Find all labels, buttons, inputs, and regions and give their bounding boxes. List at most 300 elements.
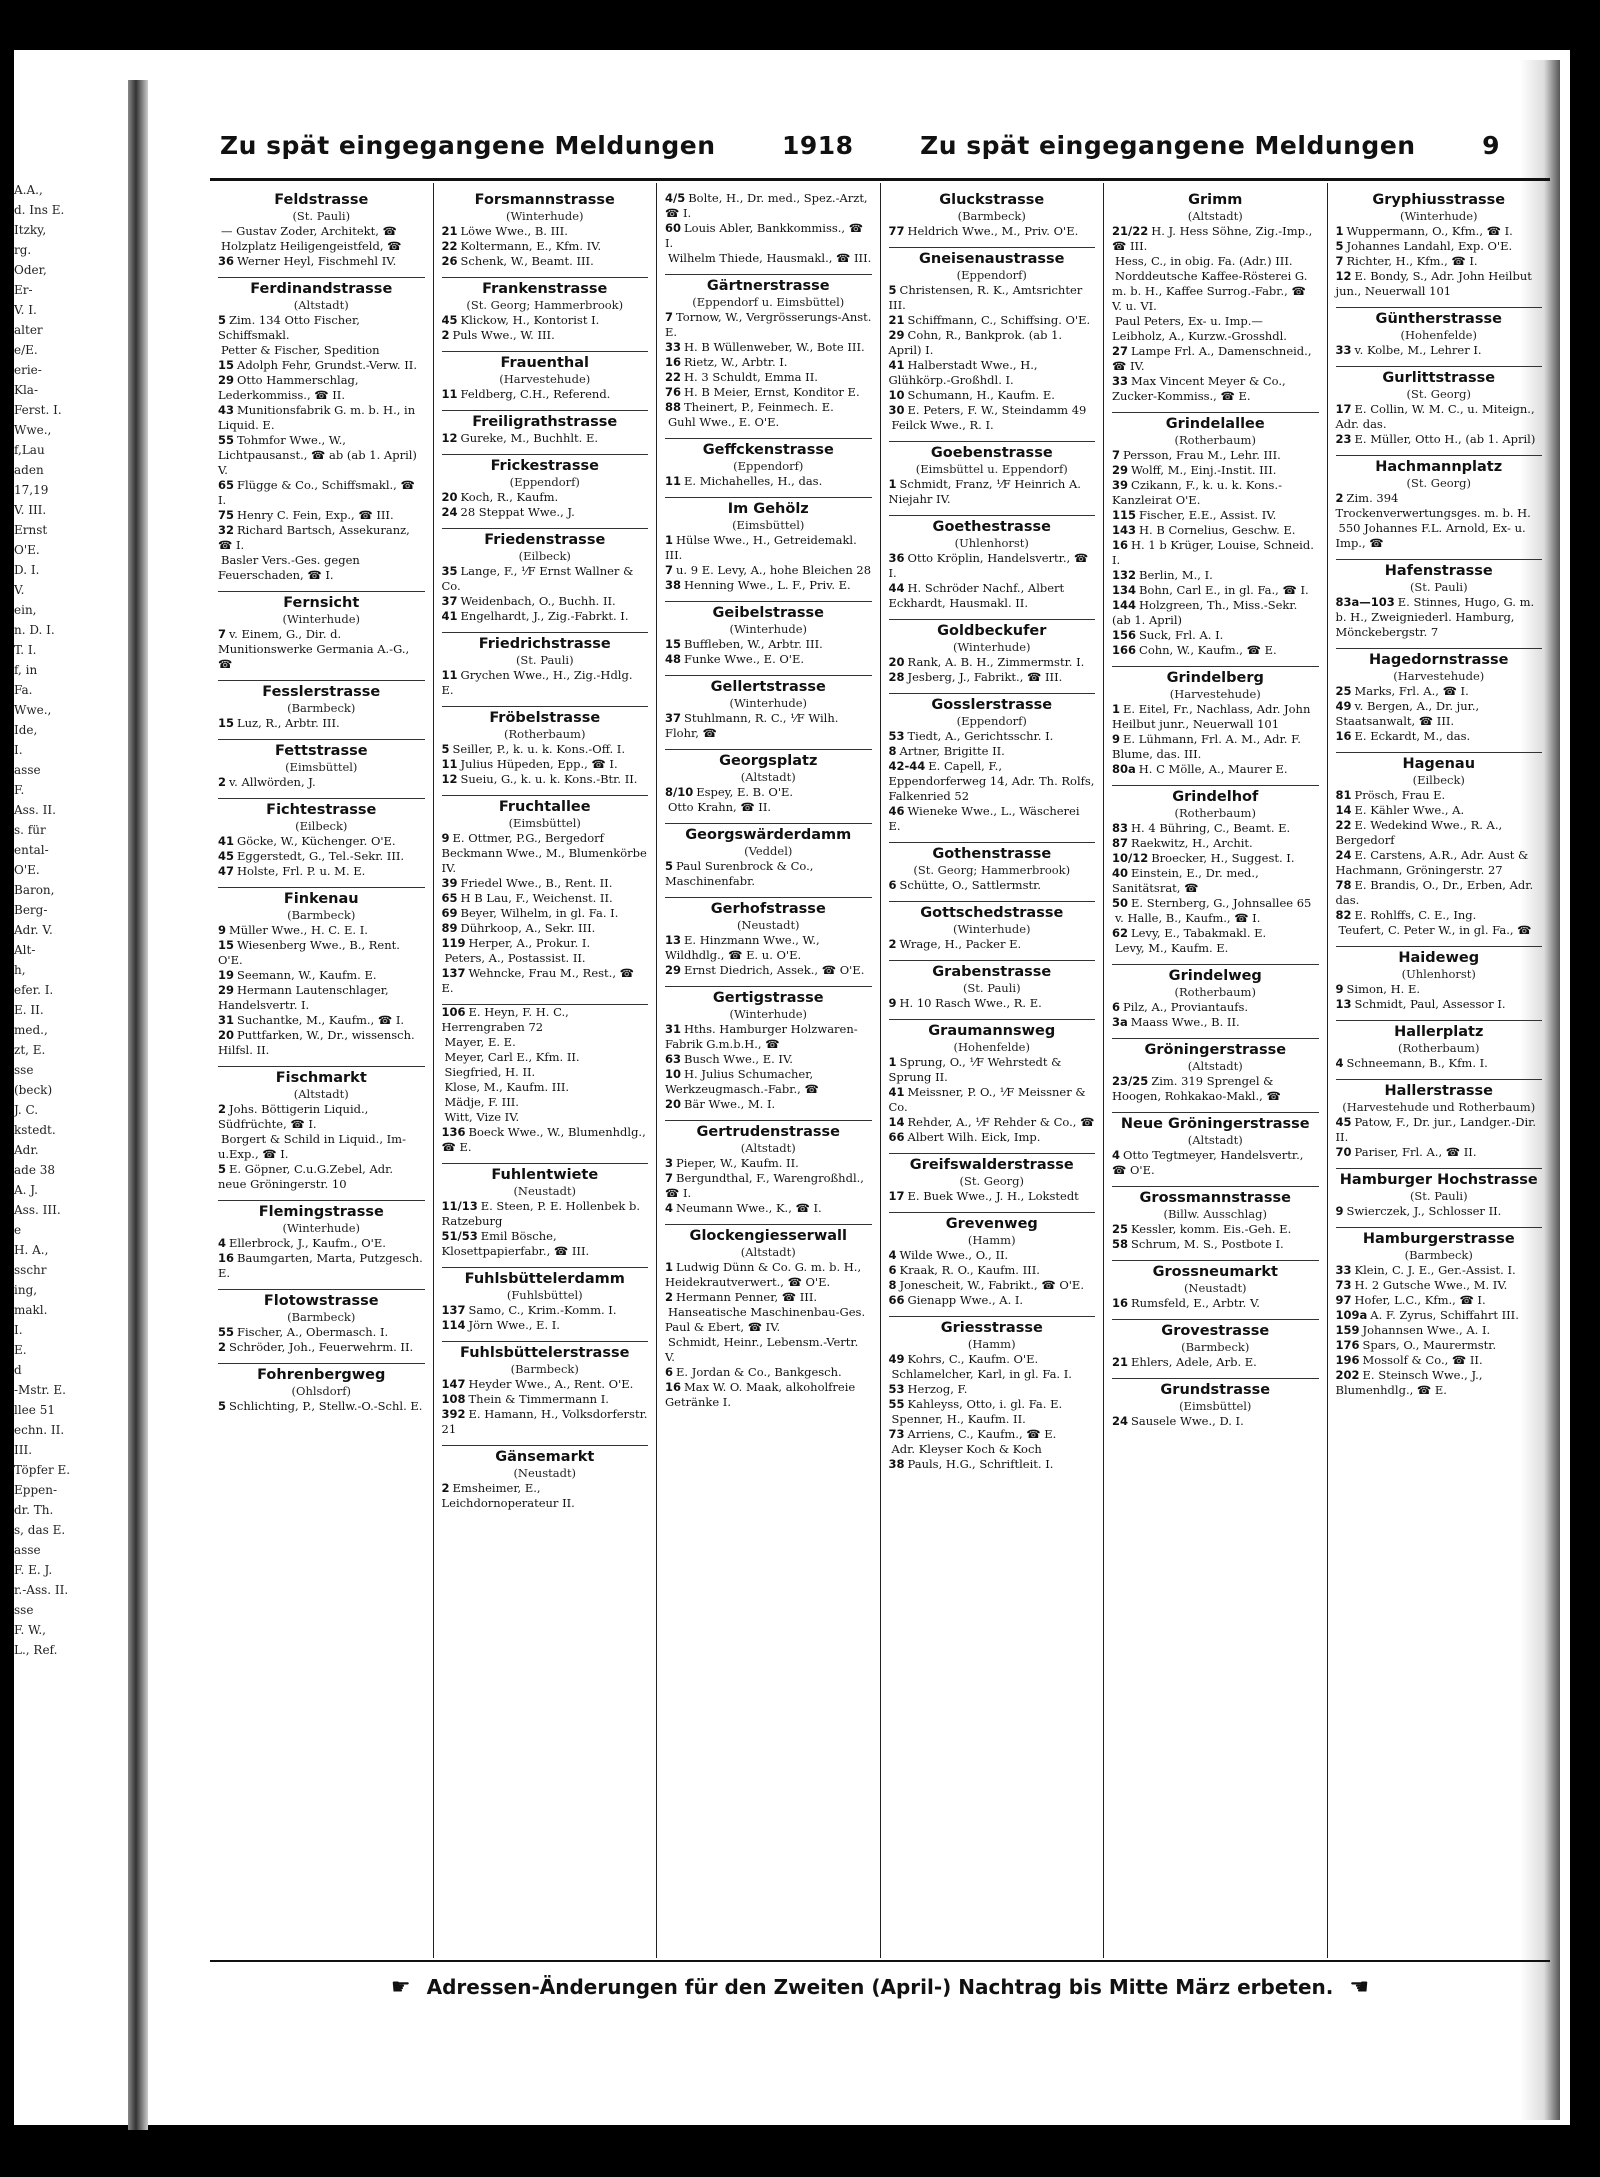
street-block — [665, 438, 872, 489]
street-block — [1112, 666, 1319, 777]
entry-text: Grychen Wwe., H., Zig.-Hdlg. E. — [441, 668, 633, 697]
directory-entry — [442, 1407, 649, 1437]
entry-text: Witt, Vize IV. — [444, 1110, 520, 1124]
house-number: 77 — [888, 224, 905, 238]
directory-entry — [1112, 344, 1319, 374]
entry-text: E. Sternberg, G., Johnsallee 65 — [1131, 896, 1312, 910]
previous-page-fragment: Ernst — [14, 523, 48, 537]
house-number: 2 — [665, 1290, 674, 1304]
directory-entry — [889, 388, 1096, 403]
entry-text: Meyer, Carl E., Kfm. II. — [444, 1050, 580, 1064]
directory-entry — [442, 224, 649, 239]
street-name: Glockengiesserwall — [689, 1228, 847, 1244]
street-block — [889, 842, 1096, 893]
directory-entry — [1336, 432, 1543, 447]
entry-text: Spars, O., Maurermstr. — [1362, 1338, 1497, 1352]
entry-text: Petter & Fischer, Spedition — [221, 343, 380, 357]
entry-text: E. Kähler Wwe., A. — [1354, 803, 1465, 817]
previous-page-fragment: T. I. — [14, 643, 37, 657]
directory-entry — [442, 505, 649, 520]
house-number: 11 — [441, 668, 458, 682]
street-district: (Hohenfelde) — [1400, 328, 1477, 342]
house-number: 32 — [218, 523, 235, 537]
directory-entry — [1336, 1368, 1543, 1398]
street-name: Gryphiusstrasse — [1372, 192, 1506, 208]
previous-page-fragment: Töpfer E. — [14, 1463, 71, 1477]
house-number: 55 — [888, 1397, 905, 1411]
street-block — [1112, 412, 1319, 658]
street-block — [442, 277, 649, 343]
directory-entry — [665, 1156, 872, 1171]
entry-text: Schenk, W., Beamt. III. — [460, 254, 594, 268]
directory-entry — [218, 523, 425, 553]
street-district: (Neustadt) — [736, 918, 800, 932]
directory-entry — [665, 370, 872, 385]
previous-page-fragment: h, — [14, 963, 26, 977]
street-block — [442, 1267, 649, 1333]
previous-page-fragment: Wwe., — [14, 703, 52, 717]
entry-text: E. Carstens, A.R., Adr. Aust & Hachmann, Gröningerstr. 27 — [1335, 848, 1529, 877]
house-number: 49 — [888, 1352, 905, 1366]
street-separator — [442, 528, 649, 529]
street-block — [889, 1153, 1096, 1204]
directory-entry — [889, 729, 1096, 744]
street-name: Fischmarkt — [275, 1070, 367, 1086]
street-district: (St. Pauli) — [292, 209, 351, 223]
entry-text: u. 9 E. Levy, A., hohe Bleichen 28 — [676, 563, 872, 577]
previous-page-fragment: Er- — [14, 283, 33, 297]
entry-text: Lange, F., ⅟F Ernst Wallner & Co. — [441, 564, 634, 593]
house-number: 10 — [888, 388, 905, 402]
previous-page-fragment: E. — [14, 1343, 27, 1357]
house-number: 5 — [1335, 239, 1344, 253]
house-number: 21/22 — [1112, 224, 1149, 238]
entry-text: Siegfried, H. II. — [444, 1065, 536, 1079]
directory-entry — [889, 1442, 1096, 1457]
entry-text: Artner, Brigitte II. — [899, 744, 1005, 758]
street-name: Gottschedstrasse — [920, 905, 1064, 921]
entry-text: Persson, Frau M., Lehr. III. — [1123, 448, 1281, 462]
entry-text: Henry C. Fein, Exp., ☎ III. — [237, 508, 394, 522]
entry-text: Emsheimer, E., Leichdornoperateur II. — [441, 1481, 575, 1510]
street-block — [665, 1120, 872, 1216]
directory-entry — [1112, 1237, 1319, 1252]
house-number: 25 — [1112, 1222, 1129, 1236]
directory-entry — [442, 490, 649, 505]
previous-page-fragment: E. II. — [14, 1003, 44, 1017]
house-number: 11 — [441, 757, 458, 771]
street-block — [665, 191, 872, 266]
street-name: Finkenau — [283, 891, 359, 907]
street-separator — [442, 1163, 649, 1164]
entry-text: Guhl Wwe., E. O'E. — [668, 415, 780, 429]
entry-text: Beyer, Wilhelm, in gl. Fa. I. — [460, 906, 619, 920]
house-number: 37 — [665, 711, 682, 725]
directory-entry — [889, 1397, 1096, 1412]
street-separator — [889, 693, 1096, 694]
entry-text: H. B Cornelius, Geschw. E. — [1139, 523, 1296, 537]
street-name: Grundstrasse — [1160, 1382, 1271, 1398]
house-number: 4 — [218, 1236, 227, 1250]
directory-entry — [1112, 224, 1319, 254]
street-separator — [889, 842, 1096, 843]
directory-entry — [889, 1412, 1096, 1427]
previous-page-fragment: kstedt. — [14, 1123, 56, 1137]
previous-page-fragment: echn. II. — [14, 1423, 65, 1437]
house-number: 22 — [1335, 818, 1352, 832]
street-block — [218, 191, 425, 269]
house-number: 202 — [1335, 1368, 1360, 1382]
previous-page-fragment: III. — [14, 1443, 33, 1457]
house-number: 7 — [1112, 448, 1121, 462]
previous-page-fragment: ing, — [14, 1283, 38, 1297]
entry-text: Simon, H. E. — [1346, 982, 1421, 996]
street-district: (St. Pauli) — [1409, 1189, 1468, 1203]
entry-text: Werner Heyl, Fischmehl IV. — [237, 254, 397, 268]
street-separator — [1112, 964, 1319, 965]
previous-page-fragment: Kla- — [14, 383, 39, 397]
entry-text: E. Eitel, Fr., Nachlass, Adr. John Heilbut junr., Neuerwall 101 — [1112, 702, 1311, 731]
house-number: 23 — [1335, 432, 1352, 446]
entry-text: Mädje, F. III. — [444, 1095, 519, 1109]
house-number: 15 — [218, 358, 235, 372]
directory-entry — [1112, 1074, 1319, 1104]
house-number: 33 — [1335, 343, 1352, 357]
street-block — [1112, 1378, 1319, 1429]
directory-entry — [889, 1263, 1096, 1278]
entry-text: Schlamelcher, Karl, in gl. Fa. I. — [891, 1367, 1072, 1381]
entry-text: Jonescheit, W., Fabrikt., ☎ O'E. — [899, 1278, 1084, 1292]
entry-text: E. Rohlffs, C. E., Ing. — [1354, 908, 1477, 922]
street-district: (Eilbeck) — [295, 819, 348, 833]
house-number: 38 — [888, 1457, 905, 1471]
house-number: 21 — [441, 224, 458, 238]
directory-entry — [1336, 254, 1543, 269]
street-block — [665, 897, 872, 978]
previous-page-fragment: zt, E. — [14, 1043, 46, 1057]
entry-text: Patow, F., Dr. jur., Landger.-Dir. II. — [1335, 1115, 1537, 1144]
house-number: 15 — [218, 716, 235, 730]
previous-page-fragment: f, in — [14, 663, 38, 677]
entry-text: Ehlers, Adele, Arb. E. — [1131, 1355, 1257, 1369]
house-number: 108 — [441, 1392, 466, 1406]
entry-text: H B Lau, F., Weichenst. II. — [460, 891, 613, 905]
entry-text: Koltermann, E., Kfm. IV. — [460, 239, 602, 253]
street-block — [218, 1200, 425, 1281]
house-number: 10/12 — [1112, 851, 1149, 865]
house-number: 20 — [665, 1097, 682, 1111]
street-district: (St. Pauli) — [962, 981, 1021, 995]
house-number: 7 — [665, 563, 674, 577]
directory-entry — [665, 1097, 872, 1112]
street-district: (Uhlenhorst) — [954, 536, 1029, 550]
entry-text: Jesberg, J., Fabrikt., ☎ III. — [907, 670, 1063, 684]
directory-entry — [1112, 1015, 1319, 1030]
street-district: (Altstadt) — [1187, 209, 1243, 223]
entry-text: Wehncke, Frau M., Rest., ☎ E. — [441, 966, 634, 995]
street-district: (Winterhude) — [282, 612, 361, 626]
house-number: 6 — [665, 1365, 674, 1379]
directory-entry — [1112, 598, 1319, 628]
directory-entry — [1336, 491, 1543, 521]
house-number: 88 — [665, 400, 682, 414]
house-number: 4 — [1335, 1056, 1344, 1070]
street-separator — [889, 619, 1096, 620]
previous-page-fragment: e — [14, 1223, 22, 1237]
previous-page-fragment: Baron, — [14, 883, 55, 897]
directory-entry — [218, 1251, 425, 1281]
street-district: (Neustadt) — [1183, 1281, 1247, 1295]
street-name: Griesstrasse — [940, 1320, 1043, 1336]
house-number: 55 — [218, 1325, 235, 1339]
street-district: (Rotherbaum) — [504, 727, 586, 741]
entry-text: E. Michahelles, H., das. — [684, 474, 823, 488]
street-block — [665, 601, 872, 667]
street-separator — [665, 986, 872, 987]
street-name: Grindelhof — [1172, 789, 1259, 805]
previous-page-fragment: erie- — [14, 363, 42, 377]
entry-text: Zim. 134 Otto Fischer, Schiffsmakl. — [218, 313, 360, 342]
directory-entry — [665, 578, 872, 593]
street-district: (Barmbeck) — [287, 908, 356, 922]
directory-entry — [1336, 788, 1543, 803]
entry-text: Herper, A., Prokur. I. — [468, 936, 591, 950]
house-number: 9 — [888, 996, 897, 1010]
street-separator — [1336, 1079, 1543, 1080]
directory-entry — [1112, 1355, 1319, 1370]
street-separator — [1112, 785, 1319, 786]
entry-text: Müller Wwe., H. C. E. I. — [229, 923, 368, 937]
street-separator — [889, 515, 1096, 516]
entry-text: Tohmfor Wwe., W., Lichtpausanst., ☎ ab (ab 1. April) V. — [218, 433, 417, 477]
house-number: 11 — [665, 474, 682, 488]
house-number: 147 — [441, 1377, 466, 1391]
previous-page-fragment: ade 38 — [14, 1163, 56, 1177]
street-separator — [442, 632, 649, 633]
street-separator — [442, 706, 649, 707]
entry-text: v. Einem, G., Dir. d. Munitionswerke Germania A.-G., ☎ — [218, 627, 410, 671]
street-block — [1112, 191, 1319, 404]
street-name: Hagedornstrasse — [1368, 652, 1509, 668]
entry-text: Eggerstedt, G., Tel.-Sekr. III. — [237, 849, 405, 863]
directory-entry — [889, 759, 1096, 804]
street-name: Fuhlsbüttelerstrasse — [460, 1345, 630, 1361]
house-number: 1 — [888, 1055, 897, 1069]
house-number: 39 — [1112, 478, 1129, 492]
directory-entry — [665, 310, 872, 340]
entry-text: Heldrich Wwe., M., Priv. O'E. — [907, 224, 1079, 238]
entry-text: Rumsfeld, E., Arbtr. V. — [1131, 1296, 1260, 1310]
street-block — [665, 274, 872, 430]
directory-entry — [1336, 1278, 1543, 1293]
previous-page-fragment: dr. Th. — [14, 1503, 54, 1517]
directory-entry — [1336, 699, 1543, 729]
entry-text: Max Vincent Meyer & Co., Zucker-Kommiss., ☎ E. — [1112, 374, 1286, 403]
entry-text: Buffleben, W., Arbtr. III. — [684, 637, 823, 651]
street-name: Flemingstrasse — [258, 1204, 384, 1220]
entry-text: Norddeutsche Kaffee-Rösterei G. m. b. H., Kaffee Surrog.-Fabr., ☎ V. u. VI. — [1112, 269, 1308, 313]
directory-entry — [665, 637, 872, 652]
street-district: (Rotherbaum) — [1174, 433, 1256, 447]
entry-text: Kraak, R. O., Kaufm. III. — [899, 1263, 1040, 1277]
house-number: 11 — [441, 387, 458, 401]
street-separator — [665, 274, 872, 275]
street-separator — [442, 410, 649, 411]
house-number: 10 — [665, 1067, 682, 1081]
directory-entry — [1112, 374, 1319, 404]
directory-column-1 — [210, 183, 434, 1958]
street-separator — [665, 497, 872, 498]
street-separator — [1336, 648, 1543, 649]
directory-entry — [442, 328, 649, 343]
street-block — [442, 351, 649, 402]
street-block — [665, 749, 872, 815]
house-number: 8 — [888, 744, 897, 758]
house-number: 26 — [441, 254, 458, 268]
directory-entry — [665, 474, 872, 489]
street-name: Goebenstrasse — [930, 445, 1053, 461]
entry-text: Schrum, M. S., Postbote I. — [1131, 1237, 1284, 1251]
street-block — [442, 528, 649, 624]
street-name: Gneisenaustrasse — [918, 251, 1065, 267]
directory-entry — [442, 609, 649, 624]
street-name: Gertigstrasse — [712, 990, 824, 1006]
street-separator — [442, 1445, 649, 1446]
street-name: Grindelweg — [1168, 968, 1262, 984]
street-district: (Eimsbüttel) — [508, 816, 581, 830]
house-number: 13 — [1335, 997, 1352, 1011]
entry-text: E. Stinnes, Hugo, G. m. b. H., Zweigniederl. Hamburg, Mönckebergstr. 7 — [1335, 595, 1535, 639]
house-number: 16 — [1112, 1296, 1129, 1310]
entry-text: H. 3 Schuldt, Emma II. — [684, 370, 818, 384]
directory-entry — [1112, 821, 1319, 836]
directory-entry — [1336, 521, 1543, 551]
entry-text: Rank, A. B. H., Zimmermstr. I. — [907, 655, 1085, 669]
directory-entry — [1336, 923, 1543, 938]
previous-page-fragment: Fa. — [14, 683, 33, 697]
previous-page-fragment: V. I. — [14, 303, 37, 317]
directory-entry — [442, 1377, 649, 1392]
house-number: 29 — [218, 983, 235, 997]
directory-entry — [218, 716, 425, 731]
street-name: Gerhofstrasse — [710, 901, 826, 917]
entry-text: E. Eckardt, M., das. — [1354, 729, 1471, 743]
street-separator — [218, 1066, 425, 1067]
house-number: 9 — [1335, 982, 1344, 996]
street-name: Gertrudenstrasse — [696, 1124, 840, 1140]
entry-text: Ludwig Dünn & Co. G. m. b. H., Heidekrautverwert., ☎ O'E. — [665, 1260, 862, 1289]
house-number: 2 — [888, 937, 897, 951]
street-name: Fichtestrasse — [266, 802, 377, 818]
entry-text: Maass Wwe., B. II. — [1130, 1015, 1240, 1029]
directory-entry — [1112, 866, 1319, 896]
previous-page-fragment: Wwe., — [14, 423, 52, 437]
directory-entry — [442, 951, 649, 966]
street-district: (Harvestehude und Rotherbaum) — [1342, 1100, 1536, 1114]
street-district: (Eppendorf) — [956, 268, 1027, 282]
previous-page-fragment: aden — [14, 463, 44, 477]
street-name: Friedrichstrasse — [478, 636, 611, 652]
entry-text: Louis Abler, Bankkommiss., ☎ I. — [665, 221, 864, 250]
entry-text: Kahleyss, Otto, i. gl. Fa. E. — [907, 1397, 1063, 1411]
entry-text: Jörn Wwe., E. I. — [468, 1318, 560, 1332]
entry-text: Borgert & Schild in Liquid., Im-u.Exp., ☎ I. — [218, 1132, 406, 1161]
directory-entry — [1112, 702, 1319, 732]
directory-entry — [1112, 478, 1319, 508]
directory-entry — [218, 1132, 425, 1162]
previous-page-fragment: Ide, — [14, 723, 38, 737]
directory-entry — [889, 328, 1096, 358]
house-number: 119 — [441, 936, 466, 950]
house-number: 156 — [1112, 628, 1137, 642]
house-number: 27 — [1112, 344, 1129, 358]
previous-page-fragment: H. A., — [14, 1243, 49, 1257]
directory-entry — [665, 415, 872, 430]
entry-text: Richter, H., Kfm., ☎ I. — [1346, 254, 1478, 268]
directory-entry — [889, 477, 1096, 507]
previous-page-fragment: I. — [14, 1323, 23, 1337]
entry-text: Wolff, M., Einj.-Instit. III. — [1131, 463, 1277, 477]
street-block — [218, 591, 425, 672]
house-number: 13 — [665, 933, 682, 947]
entry-text: Richard Bartsch, Assekuranz, ☎ I. — [218, 523, 410, 552]
entry-text: Puttfarken, W., Dr., wissensch. Hilfsl. II. — [218, 1028, 415, 1057]
entry-text: Paul Surenbrock & Co., Maschinenfabr. — [665, 859, 814, 888]
street-district: (Eimsbüttel) — [1179, 1399, 1252, 1413]
street-separator — [1336, 559, 1543, 560]
street-district: (Harvestehude) — [1169, 687, 1261, 701]
entry-text: Zim. 394 Trockenverwertungsges. m. b. H. — [1335, 491, 1531, 520]
street-block — [442, 706, 649, 787]
street-district: (Barmbeck) — [287, 1310, 356, 1324]
street-district: (Altstadt) — [293, 1087, 349, 1101]
previous-page-fragment: sschr — [14, 1263, 47, 1277]
entry-text: Levy, E., Tabakmakl. E. — [1131, 926, 1267, 940]
street-block — [218, 1363, 425, 1414]
house-number: 65 — [218, 478, 235, 492]
entry-text: Pilz, A., Proviantaufs. — [1123, 1000, 1249, 1014]
street-separator — [1336, 946, 1543, 947]
entry-text: Klose, M., Kaufm. III. — [444, 1080, 570, 1094]
house-number: 29 — [888, 328, 905, 342]
house-number: 23/25 — [1112, 1074, 1149, 1088]
entry-text: E. Capell, F., Eppendorferweg 14, Adr. Th. Rolfs, Falkenried 52 — [888, 759, 1095, 803]
house-number: 5 — [441, 742, 450, 756]
previous-page-fragment: O'E. — [14, 543, 40, 557]
street-name: Fernsicht — [283, 595, 360, 611]
directory-entry — [1112, 941, 1319, 956]
directory-entry — [1336, 684, 1543, 699]
entry-text: Klein, C. J. E., Ger.-Assist. I. — [1354, 1263, 1516, 1277]
street-district: (Altstadt) — [1187, 1059, 1243, 1073]
street-separator — [889, 1019, 1096, 1020]
house-number: 159 — [1335, 1323, 1360, 1337]
directory-entry — [442, 906, 649, 921]
entry-text: Johs. Böttigerin Liquid., Südfrüchte, ☎ I. — [218, 1102, 369, 1131]
directory-entry — [218, 478, 425, 508]
house-number: 53 — [888, 729, 905, 743]
entry-text: Bolte, H., Dr. med., Spez.-Arzt, ☎ I. — [665, 191, 868, 220]
entry-text: Meissner, P. O., ⅟F Meissner & Co. — [888, 1085, 1086, 1114]
house-number: 6 — [888, 878, 897, 892]
street-district: (Altstadt) — [293, 298, 349, 312]
entry-text: Feilck Wwe., R. I. — [891, 418, 994, 432]
previous-page-fragment: s, das E. — [14, 1523, 66, 1537]
entry-text: E. Buek Wwe., J. H., Lokstedt — [907, 1189, 1079, 1203]
house-number: 31 — [218, 1013, 235, 1027]
directory-entry — [889, 1367, 1096, 1382]
directory-entry — [1112, 269, 1319, 314]
